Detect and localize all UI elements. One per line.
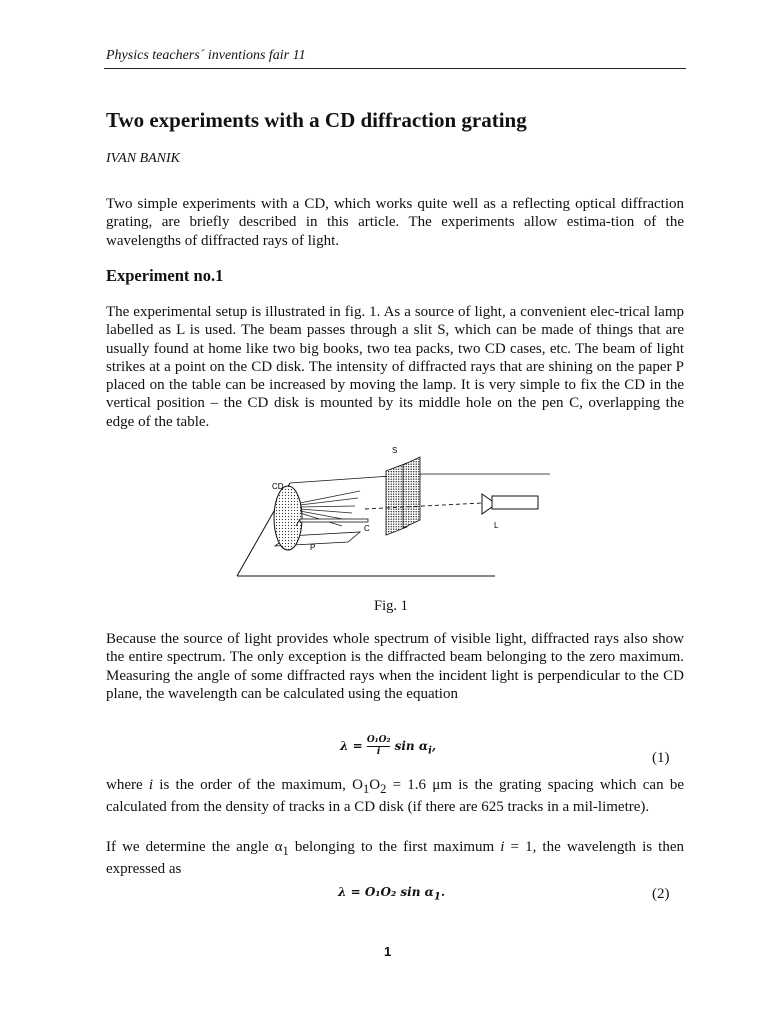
- angle-text-2: belonging to the first maximum: [288, 839, 501, 855]
- equation-1: [340, 736, 436, 757]
- eq1-denominator: i: [376, 747, 381, 757]
- experimental-setup-diagram: [230, 443, 550, 583]
- label-paper: P: [310, 543, 316, 552]
- spectrum-paragraph: Because the source of light provides whole spectrum of visible light, diffracted rays also show the entire spectrum. The only exception is the diffracted beam belonging to the zero maximum. Measuring the angle of some diffracted rays when the incident light is perpendicular to the CD plane, the wavelength can be calculated using the equation: [106, 631, 684, 702]
- angle-text-1: If we determine the angle α: [106, 839, 283, 855]
- eq1-rhs: sin α: [394, 739, 429, 753]
- lamp-body: [492, 496, 538, 509]
- section-heading: Experiment no.1: [106, 266, 224, 285]
- eq2-text: λ = O₁O₂ sin α: [338, 885, 434, 899]
- equation-2: [338, 885, 445, 902]
- eq1-numerator: O₁O₂: [366, 735, 391, 745]
- header-rule: [104, 68, 686, 69]
- label-pen: C: [364, 524, 370, 533]
- eq2-sub: 1: [433, 891, 441, 903]
- pen: [300, 519, 368, 522]
- where-sub-1: 1: [363, 782, 370, 796]
- cd-disk: [274, 486, 302, 550]
- setup-paragraph: The experimental setup is illustrated in fig. 1. As a source of light, a convenient elec-trical lamp labelled as L is used. The beam passes through a slit S, which can be made of things that are usually found at home like two big books, two tea packs, two CD cases, etc. The beam of light strikes at a point on the CD disk. The intensity of diffracted rays that are shining on the paper P placed on the table can be increased by moving the lamp. It is very simple to fix the CD in the vertical position – the CD disk is mounted by its middle hole on the pen C, overlapping the edge of the table.: [106, 304, 684, 430]
- angle-text-3: = 1, the wavelength is then expressed as: [106, 839, 684, 878]
- slit-panel-back: [403, 457, 420, 528]
- eq1-lhs: λ =: [340, 739, 363, 753]
- figure-caption: Fig. 1: [374, 598, 408, 614]
- eq1-fraction: [367, 736, 391, 757]
- equation-1-number: (1): [652, 750, 670, 766]
- eq2-trail: .: [440, 885, 446, 899]
- equation-2-number: (2): [652, 886, 670, 902]
- light-beam: [365, 503, 482, 509]
- label-cd: CD: [272, 482, 284, 491]
- where-text-1: where: [106, 777, 149, 793]
- author-name: IVAN BANIK: [106, 151, 181, 166]
- where-paragraph: [106, 776, 684, 817]
- eq1-rhs-sub: i: [428, 745, 432, 757]
- label-lamp: L: [494, 521, 499, 530]
- figure-1: [230, 443, 550, 583]
- running-head: Physics teachers´ inventions fair 11: [106, 48, 306, 63]
- angle-sub-1: 1: [282, 844, 289, 858]
- eq1-trail: ,: [431, 739, 437, 753]
- label-slit: S: [392, 446, 398, 455]
- where-sub-2: 2: [380, 782, 387, 796]
- where-var-i: i: [148, 777, 154, 793]
- angle-var-i: i: [500, 839, 505, 855]
- page-number: 1: [384, 944, 392, 959]
- angle-paragraph: [106, 838, 684, 879]
- article-title: Two experiments with a CD diffraction grating: [106, 108, 527, 132]
- where-text-4: = 1.6 μm is the grating spacing which can be calculated from the density of tracks in a CD disk (if there are 625 tracks in a mil-limetre).: [106, 777, 684, 816]
- where-text-2: is the order of the maximum, O: [153, 777, 363, 793]
- lamp-head: [482, 494, 492, 514]
- where-text-3: O: [369, 777, 381, 793]
- abstract-paragraph: Two simple experiments with a CD, which works quite well as a reflecting optical diffraction grating, are briefly described in this article. The experiments allow estima-tion of the wavelengths of diffracted rays of light.: [106, 196, 684, 249]
